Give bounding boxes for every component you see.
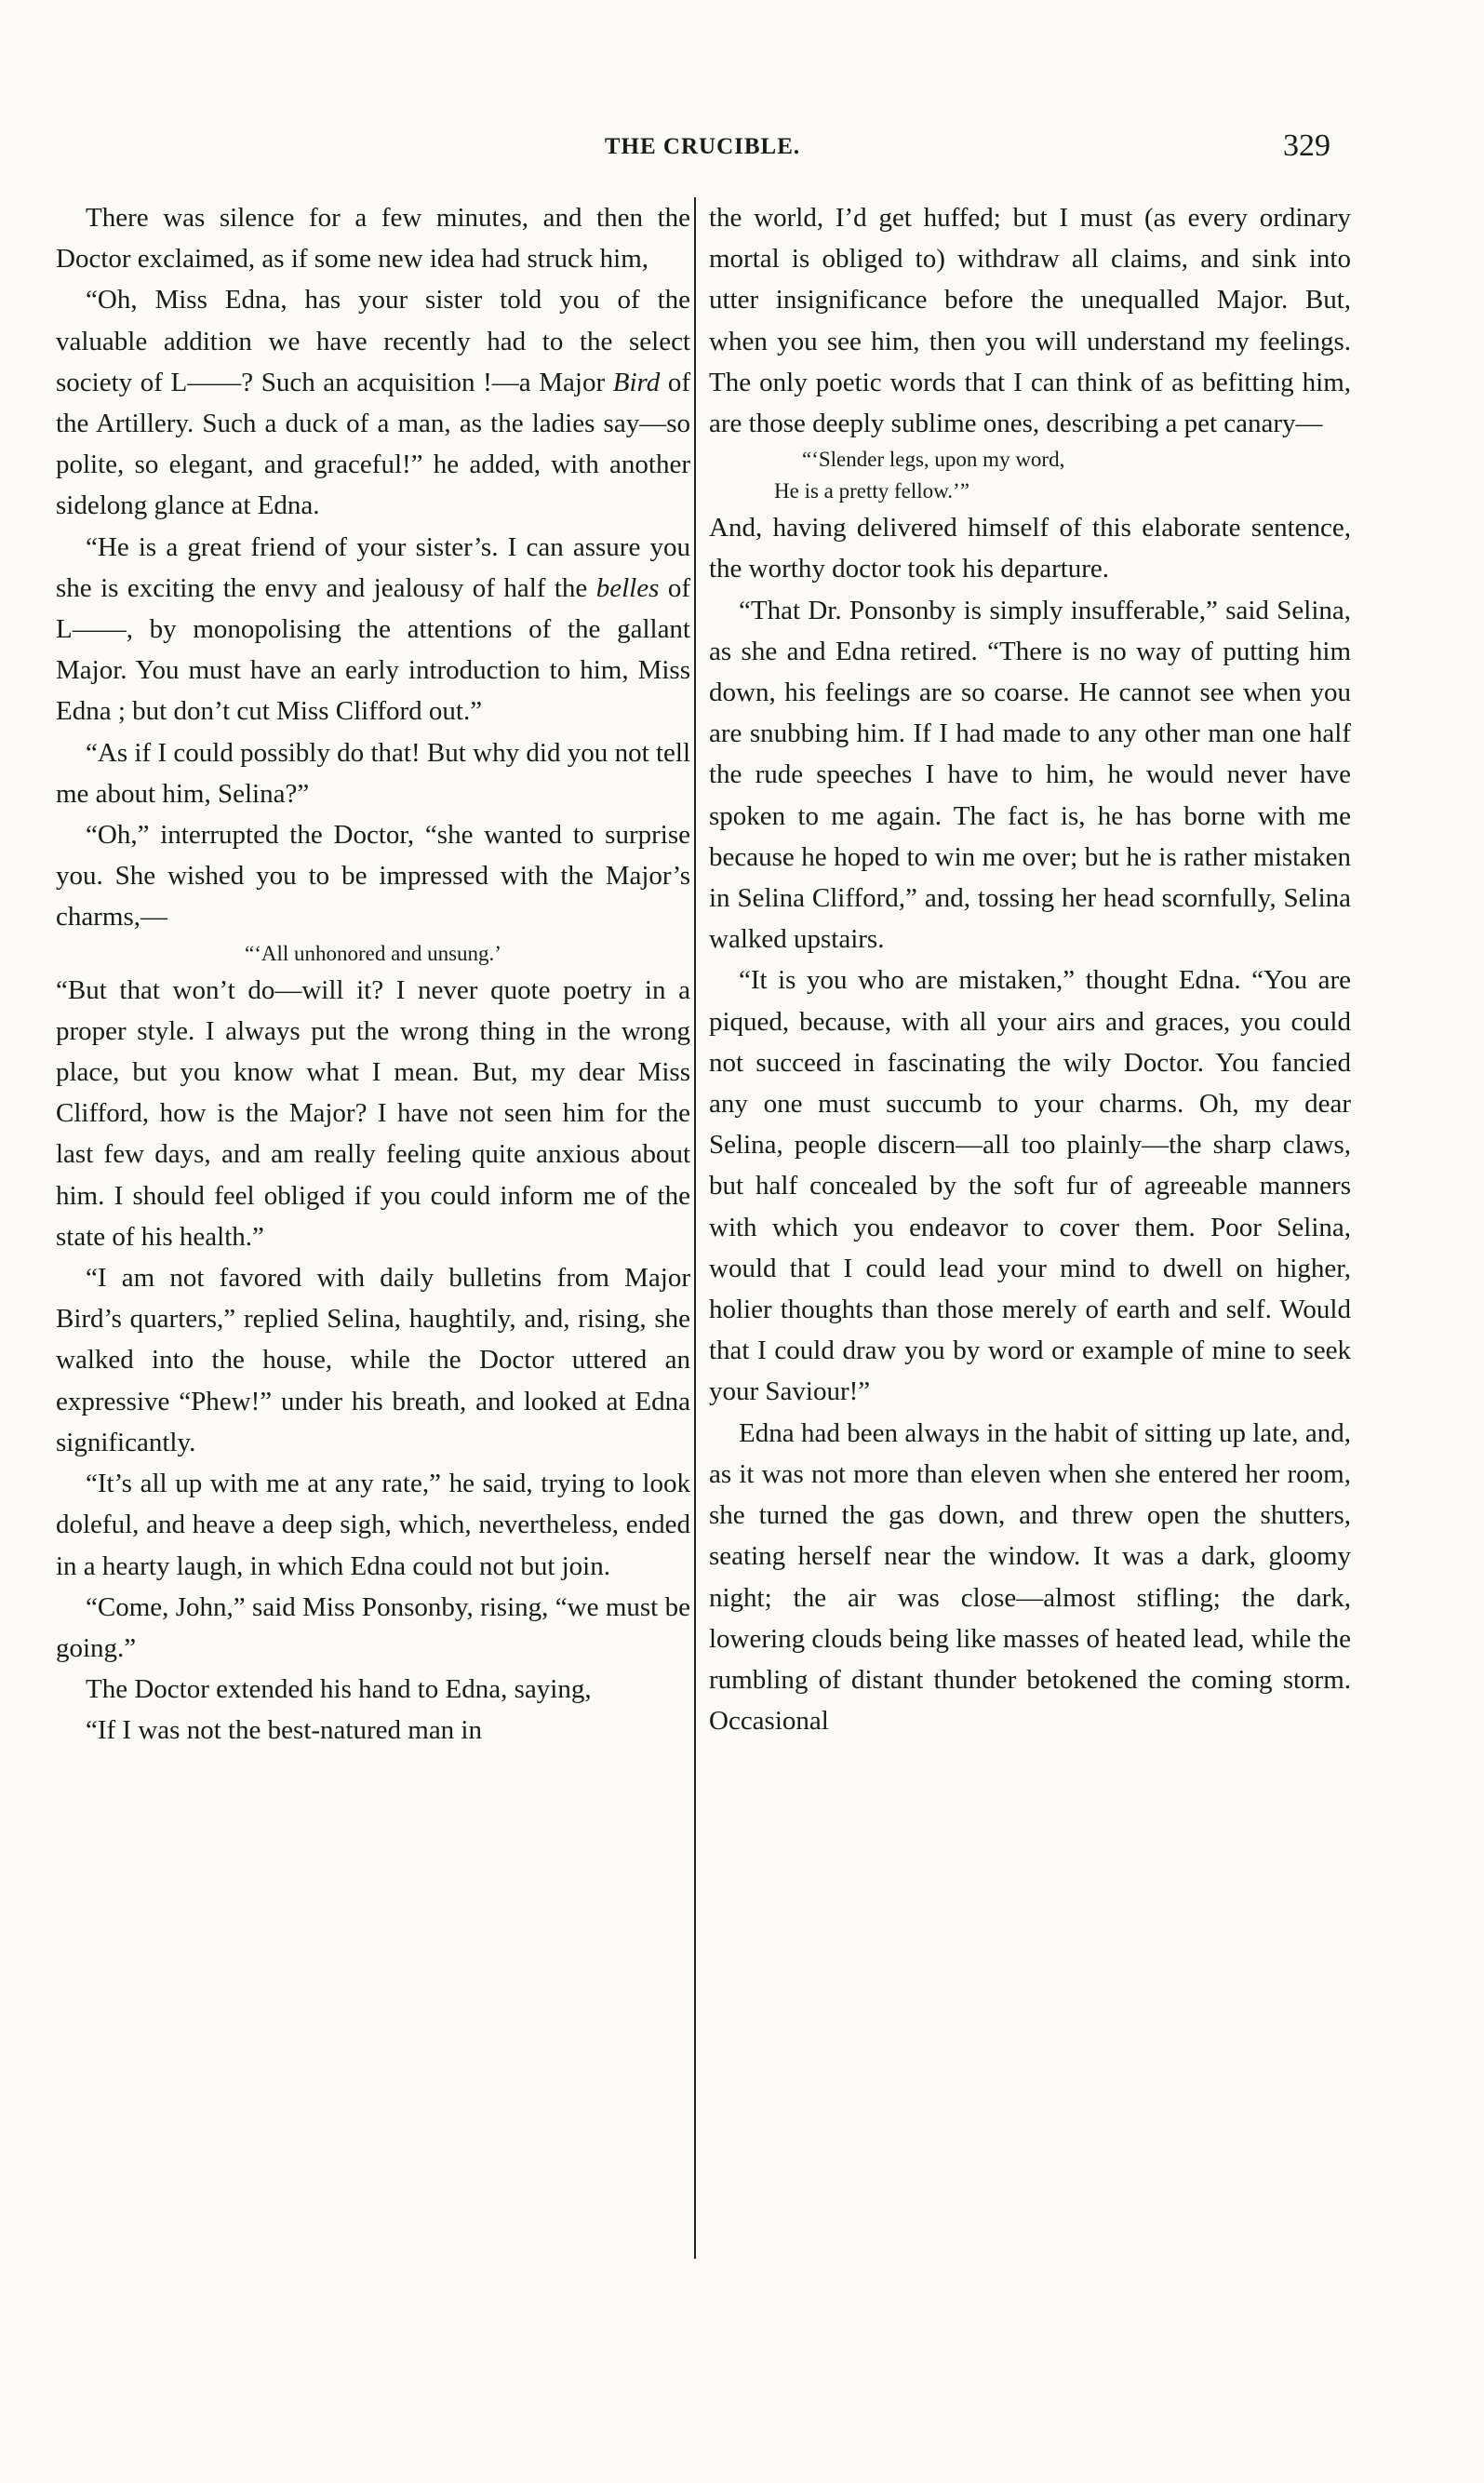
- paragraph: “Oh,” interrupted the Doctor, “she wanted to surprise you. She wished you to be impressed with the Major’s charms,—: [56, 820, 690, 933]
- italic-text: Bird: [612, 367, 661, 397]
- paragraph: “That Dr. Ponsonby is simply insufferable,” said Selina, as she and Edna retired. “There is no way of putting him down, his feelings are so coarse. He cannot see when you are snubbing him. If I had made to any other man one half the rude speeches I have to him, he would never have spoken to me again. The fact is, he has borne with me because he hoped to win me over; but he is rather mistaken in Selina Clifford,” and, tossing her head scornfully, Selina walked upstairs.: [709, 595, 1351, 955]
- paragraph: “It’s all up with me at any rate,” he said, trying to look doleful, and heave a deep sigh, which, nevertheless, ended in a hearty laugh, in which Edna could not but join.: [56, 1469, 690, 1581]
- paragraph: The Doctor extended his hand to Edna, saying,: [86, 1674, 592, 1705]
- paragraph: [56, 527, 690, 732]
- verse-quote: “‘All unhonored and unsung.’: [245, 941, 501, 965]
- running-head: [0, 128, 1484, 175]
- page-number: 329: [1283, 128, 1330, 163]
- running-title: THE CRUCIBLE.: [604, 134, 801, 159]
- text-run: of the Artillery. Such a duck of a man, as the ladies say—so polite, so elegant, and graceful!” he added, with another sidelong glance at Edna.: [56, 367, 690, 521]
- column-divider: [694, 197, 696, 2259]
- paragraph: “It is you who are mistaken,” thought Edna. “You are piqued, because, with all your airs and graces, you could not succeed in fascinating the wily Doctor. You fancied any one must succumb to your charms. Oh, my dear Selina, people discern—all too plainly—the sharp claws, but half concealed by the soft fur of agreeable manners with which you endeavor to cover them. Poor Selina, would that I could lead your mind to dwell on higher, holier thoughts than those merely of earth and self. Would that I could draw you by word or example of mine to seek your Saviour!”: [709, 965, 1351, 1407]
- paragraph: “I am not favored with daily bulletins from Major Bird’s quarters,” replied Selina, haughtily, and, rising, she walked into the house, while the Doctor uttered an expressive “Phew!” under his breath, and looked at Edna significantly.: [56, 1263, 690, 1457]
- text-run: “Oh, Miss Edna, has your sister told you of the valuable addition we have recently had to the select society of L——? Such an acquisition !—a Major: [56, 285, 690, 397]
- right-column: [709, 197, 1351, 1741]
- paragraph: There was silence for a few minutes, and then the Doctor exclaimed, as if some new idea had struck him,: [56, 203, 690, 275]
- verse-line: He is a pretty fellow.’”: [774, 479, 969, 503]
- text-run: of L——, by monopolising the attentions of the gallant Major. You must have an early introduction to him, Miss Edna ; but don’t cut Miss Clifford out.”: [56, 572, 690, 727]
- paragraph: “If I was not the best-natured man in: [86, 1715, 482, 1746]
- paragraph: “As if I could possibly do that! But why did you not tell me about him, Selina?”: [56, 737, 690, 809]
- paragraph: Edna had been always in the habit of sitting up late, and, as it was not more than eleven when she entered her room, she turned the gas down, and threw open the shutters, seating herself near the window. It was a dark, gloomy night; the air was close—almost stifling; the dark, lowering clouds being like masses of heated lead, while the rumbling of distant thunder betokened the coming storm. Occasional: [709, 1417, 1351, 1737]
- left-column: [56, 197, 690, 1752]
- paragraph: “Come, John,” said Miss Ponsonby, rising, “we must be going.”: [56, 1591, 690, 1663]
- verse-line: “‘Slender legs, upon my word,: [802, 448, 1065, 472]
- paragraph: the world, I’d get huffed; but I must (as every ordinary mortal is obliged to) withdraw all claims, and sink into utter insignificance before the unequalled Major. But, when you see him, then you will understand my feelings. The only poetic words that I can think of as befitting him, are those deeply sublime ones, describing a pet canary—: [709, 203, 1351, 439]
- paragraph: And, having delivered himself of this elaborate sentence, the worthy doctor took his departure.: [709, 513, 1351, 584]
- text-run: “He is a great friend of your sister’s. I can assure you she is exciting the envy and jealousy of half the: [56, 531, 690, 603]
- italic-text: belles: [595, 572, 660, 603]
- paragraph: [56, 279, 690, 526]
- paragraph: “But that won’t do—will it? I never quote poetry in a proper style. I always put the wrong thing in the wrong place, but you know what I mean. But, my dear Miss Clifford, how is the Major? I have not seen him for the last few days, and am really feeling quite anxious about him. I should feel obliged if you could inform me of the state of his health.”: [56, 974, 690, 1252]
